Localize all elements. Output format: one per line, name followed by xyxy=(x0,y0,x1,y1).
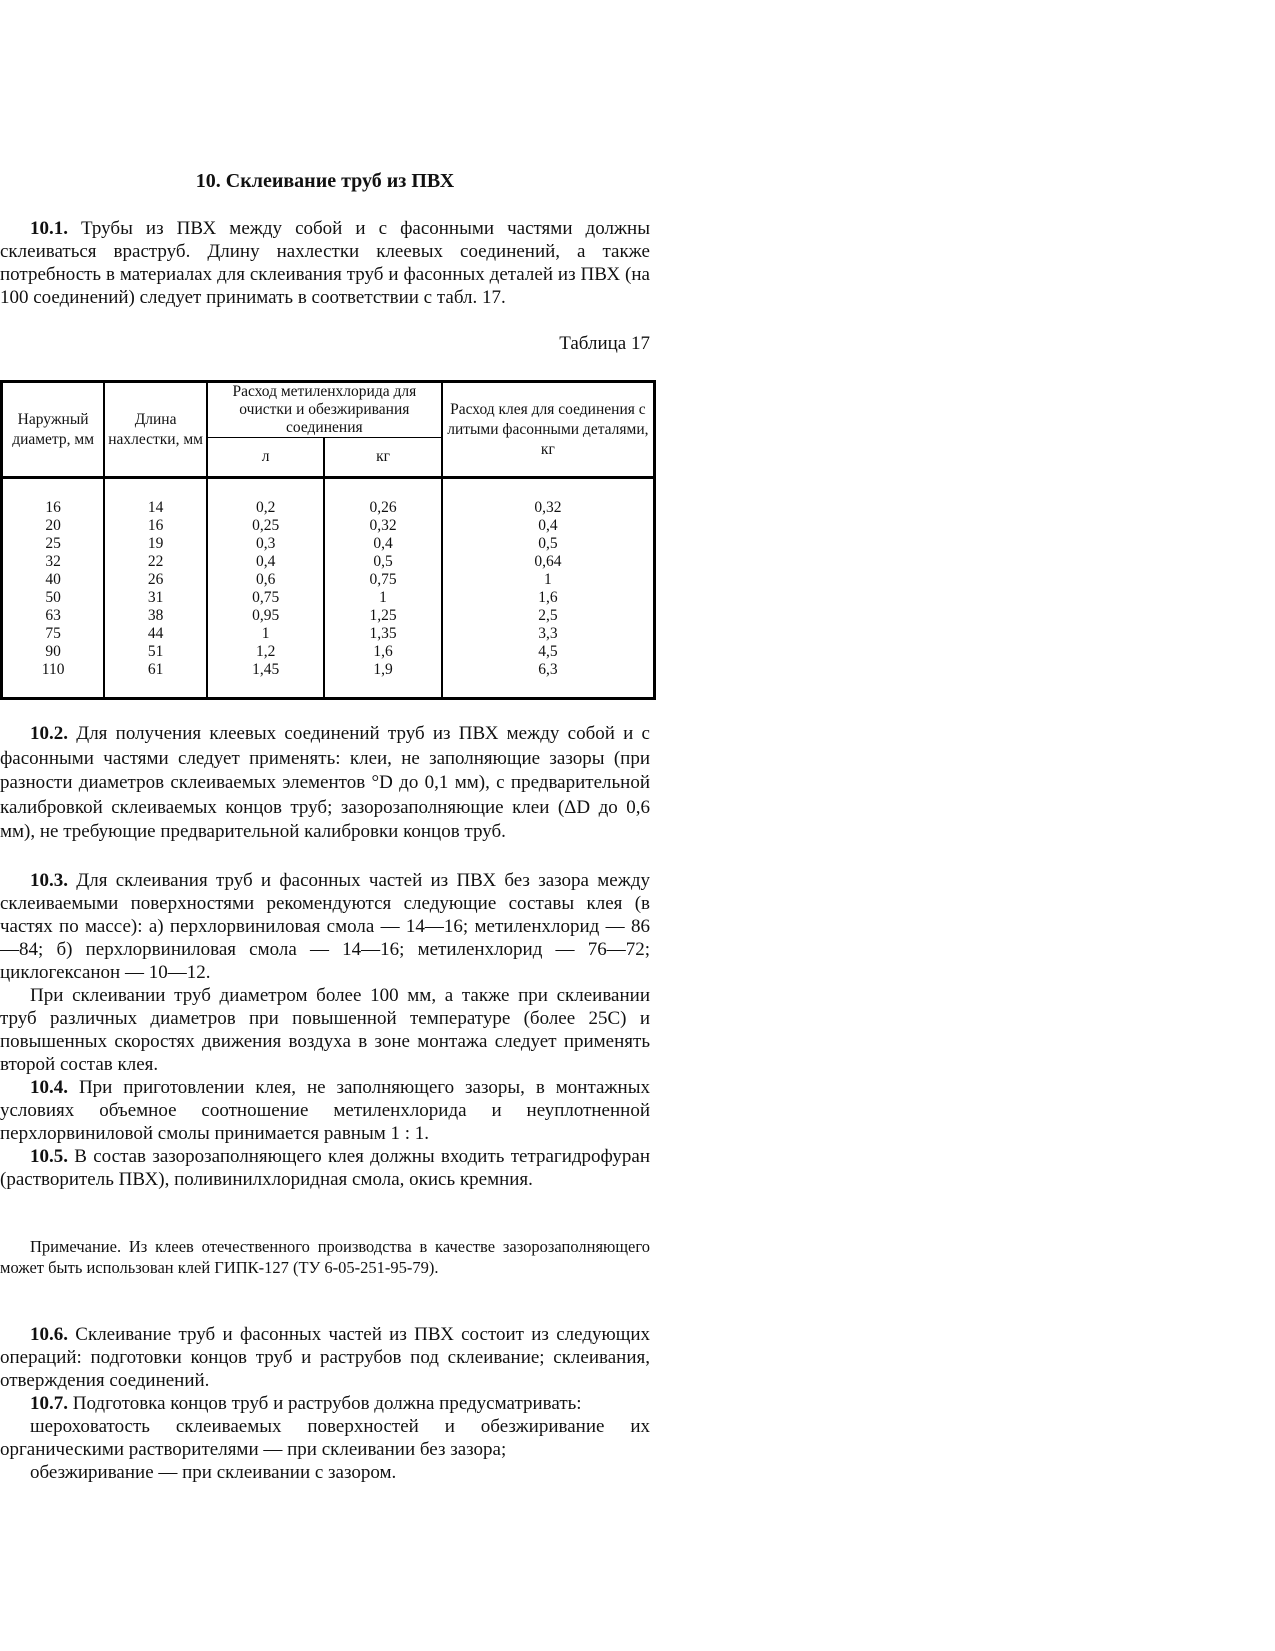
paragraph-number: 10.3. xyxy=(30,870,68,891)
table-cell-liters: 0,75 xyxy=(252,589,280,606)
paragraph-10-7-item-2: обезжиривание — при склеивании с зазором. xyxy=(30,1462,397,1483)
column-overlap xyxy=(104,478,207,699)
table-cell-kg: 1,6 xyxy=(373,643,393,660)
table-cell-liters: 0,25 xyxy=(252,517,280,534)
table-cell-overlap: 22 xyxy=(147,553,164,570)
paragraph-10-4 xyxy=(0,1076,650,1145)
table-cell-liters: 0,95 xyxy=(252,607,280,624)
table-cell-kg: 1,9 xyxy=(373,661,393,678)
paragraph-10-3 xyxy=(0,869,650,984)
table-cell-overlap: 38 xyxy=(147,607,164,624)
table-cell-kg: 1 xyxy=(379,589,387,606)
table-cell-overlap: 14 xyxy=(147,499,164,516)
paragraph-number: 10.5. xyxy=(30,1146,68,1167)
table-cell-glue: 3,3 xyxy=(538,625,558,642)
table-cell-glue: 0,5 xyxy=(538,535,558,552)
table-cell-diameter: 32 xyxy=(45,553,61,570)
table-cell-diameter: 50 xyxy=(45,589,61,606)
column-diameter xyxy=(2,478,105,699)
paragraph-number: 10.4. xyxy=(30,1077,68,1098)
paragraph-text: При приготовлении клея, не заполняющего зазоры, в монтажных условиях объемное соотношение метиленхлорида и неуплотненной перхлорвиниловой смолы принимается равным 1 : 1. xyxy=(0,1077,650,1144)
table-cell-kg: 0,5 xyxy=(373,553,393,570)
table-17 xyxy=(0,380,656,700)
table-cell-liters: 1,45 xyxy=(252,661,280,678)
table-cell-kg: 0,75 xyxy=(369,571,397,588)
table-cell-liters: 0,3 xyxy=(255,535,276,552)
header-liters: л xyxy=(207,438,324,478)
table-cell-overlap: 44 xyxy=(147,625,164,642)
table-cell-diameter: 75 xyxy=(45,625,61,642)
table-cell-glue: 1 xyxy=(544,571,552,588)
table-cell-liters: 0,4 xyxy=(255,553,276,570)
table-cell-diameter: 25 xyxy=(45,535,61,552)
header-overlap: Длина нахлестки, мм xyxy=(104,382,207,478)
paragraph-number: 10.6. xyxy=(30,1324,68,1345)
table-cell-glue: 1,6 xyxy=(538,589,558,606)
table-cell-diameter: 90 xyxy=(45,643,61,660)
paragraph-10-1 xyxy=(0,217,650,309)
table-cell-overlap: 51 xyxy=(147,643,164,660)
paragraph-number: 10.2. xyxy=(30,723,68,744)
table-cell-kg: 0,4 xyxy=(373,535,393,552)
paragraph-text: Для получения клеевых соединений труб из ПВХ между собой и с фасонными частями следует применять: клеи, не заполняющие зазоры (при разности диаметров склеиваемых элементов °D до 0,1 мм), с предварительной калибровкой склеиваемых концов труб; зазорозаполняющие клеи (ΔD до 0,6 мм), не требующие предварительной калибровки концов труб. xyxy=(0,723,650,842)
paragraph-text: Для склеивания труб и фасонных частей из ПВХ без зазора между склеиваемыми поверхностями рекомендуются следующие составы клея (в частях по массе): а) перхлорвиниловая смола — 14—16; метиленхлорид — 86—84; б) перхлорвиниловая смола — 14—16; метиленхлорид — 76—72; циклогексанон — 10—12. xyxy=(0,870,650,983)
table-cell-overlap: 61 xyxy=(147,661,164,678)
paragraph-10-7-item-1: шероховатость склеиваемых поверхностей и обезжиривание их органическими растворителями — при склеивании без зазора; xyxy=(0,1416,650,1460)
column-liters xyxy=(207,478,324,699)
table-cell-glue: 0,32 xyxy=(534,499,562,516)
table-cell-liters: 0,6 xyxy=(255,571,276,588)
table-cell-diameter: 20 xyxy=(45,517,61,534)
paragraph-text: Склеивание труб и фасонных частей из ПВХ состоит из следующих операций: подготовки концов труб и раструбов под склеивание; склеивания, отверждения соединений. xyxy=(0,1324,650,1391)
table-cell-overlap: 31 xyxy=(147,589,164,606)
table-cell-kg: 0,32 xyxy=(369,517,397,534)
header-methylene: Расход метиленхлорида для очистки и обезжиривания соединения xyxy=(207,382,442,438)
paragraph-number: 10.7. xyxy=(30,1393,68,1414)
note: Примечание. Из клеев отечественного производства в качестве зазорозаполняющего может быть использован клей ГИПК-127 (ТУ 6-05-251-95-79). xyxy=(0,1237,650,1277)
table-cell-diameter: 63 xyxy=(45,607,61,624)
paragraph-10-6 xyxy=(0,1323,650,1392)
table-cell-liters: 1 xyxy=(261,625,270,642)
table-cell-overlap: 26 xyxy=(147,571,164,588)
table-cell-kg: 0,26 xyxy=(369,499,397,516)
column-glue xyxy=(442,478,655,699)
table-cell-liters: 1,2 xyxy=(255,643,276,660)
header-glue: Расход клея для соединения с литыми фасонными деталями, кг xyxy=(442,382,655,478)
paragraph-10-5 xyxy=(0,1145,650,1191)
table-cell-overlap: 16 xyxy=(147,517,164,534)
table-cell-diameter: 40 xyxy=(45,571,61,588)
table-cell-liters: 0,2 xyxy=(255,499,276,516)
paragraph-10-3-cont: При склеивании труб диаметром более 100 мм, а также при склеивании труб различных диаметров при повышенной температуре (более 25С) и повышенных скоростях движения воздуха в зоне монтажа следует применять второй состав клея. xyxy=(0,985,650,1075)
table-cell-diameter: 110 xyxy=(41,661,65,678)
table-caption: Таблица 17 xyxy=(559,333,650,354)
header-kg: кг xyxy=(324,438,441,478)
table-cell-overlap: 19 xyxy=(147,535,164,552)
table-cell-kg: 1,35 xyxy=(369,625,397,642)
paragraph-10-2 xyxy=(0,722,650,845)
header-diameter: Наружный диаметр, мм xyxy=(2,382,105,478)
table-cell-glue: 6,3 xyxy=(538,661,558,678)
paragraph-10-7 xyxy=(0,1392,650,1415)
section-heading: 10. Склеивание труб из ПВХ xyxy=(195,170,455,192)
paragraph-text: Подготовка концов труб и раструбов должна предусматривать: xyxy=(68,1393,582,1414)
paragraph-text: Трубы из ПВХ между собой и с фасонными частями должны склеиваться враструб. Длину нахлестки клеевых соединений, а также потребность в материалах для склеивания труб и фасонных деталей из ПВХ (на 100 соединений) следует принимать в соответствии с табл. 17. xyxy=(0,218,650,308)
table-cell-glue: 0,4 xyxy=(538,517,558,534)
paragraph-text: В состав зазорозаполняющего клея должны входить тетрагидрофуран (растворитель ПВХ), поливинилхлоридная смола, окись кремния. xyxy=(0,1146,650,1190)
table-cell-kg: 1,25 xyxy=(369,607,397,624)
column-kg xyxy=(324,478,441,699)
table-cell-glue: 2,5 xyxy=(538,607,558,624)
table-cell-diameter: 16 xyxy=(45,499,61,516)
table-cell-glue: 0,64 xyxy=(534,553,562,570)
paragraph-number: 10.1. xyxy=(30,218,68,239)
table-cell-glue: 4,5 xyxy=(538,643,558,660)
